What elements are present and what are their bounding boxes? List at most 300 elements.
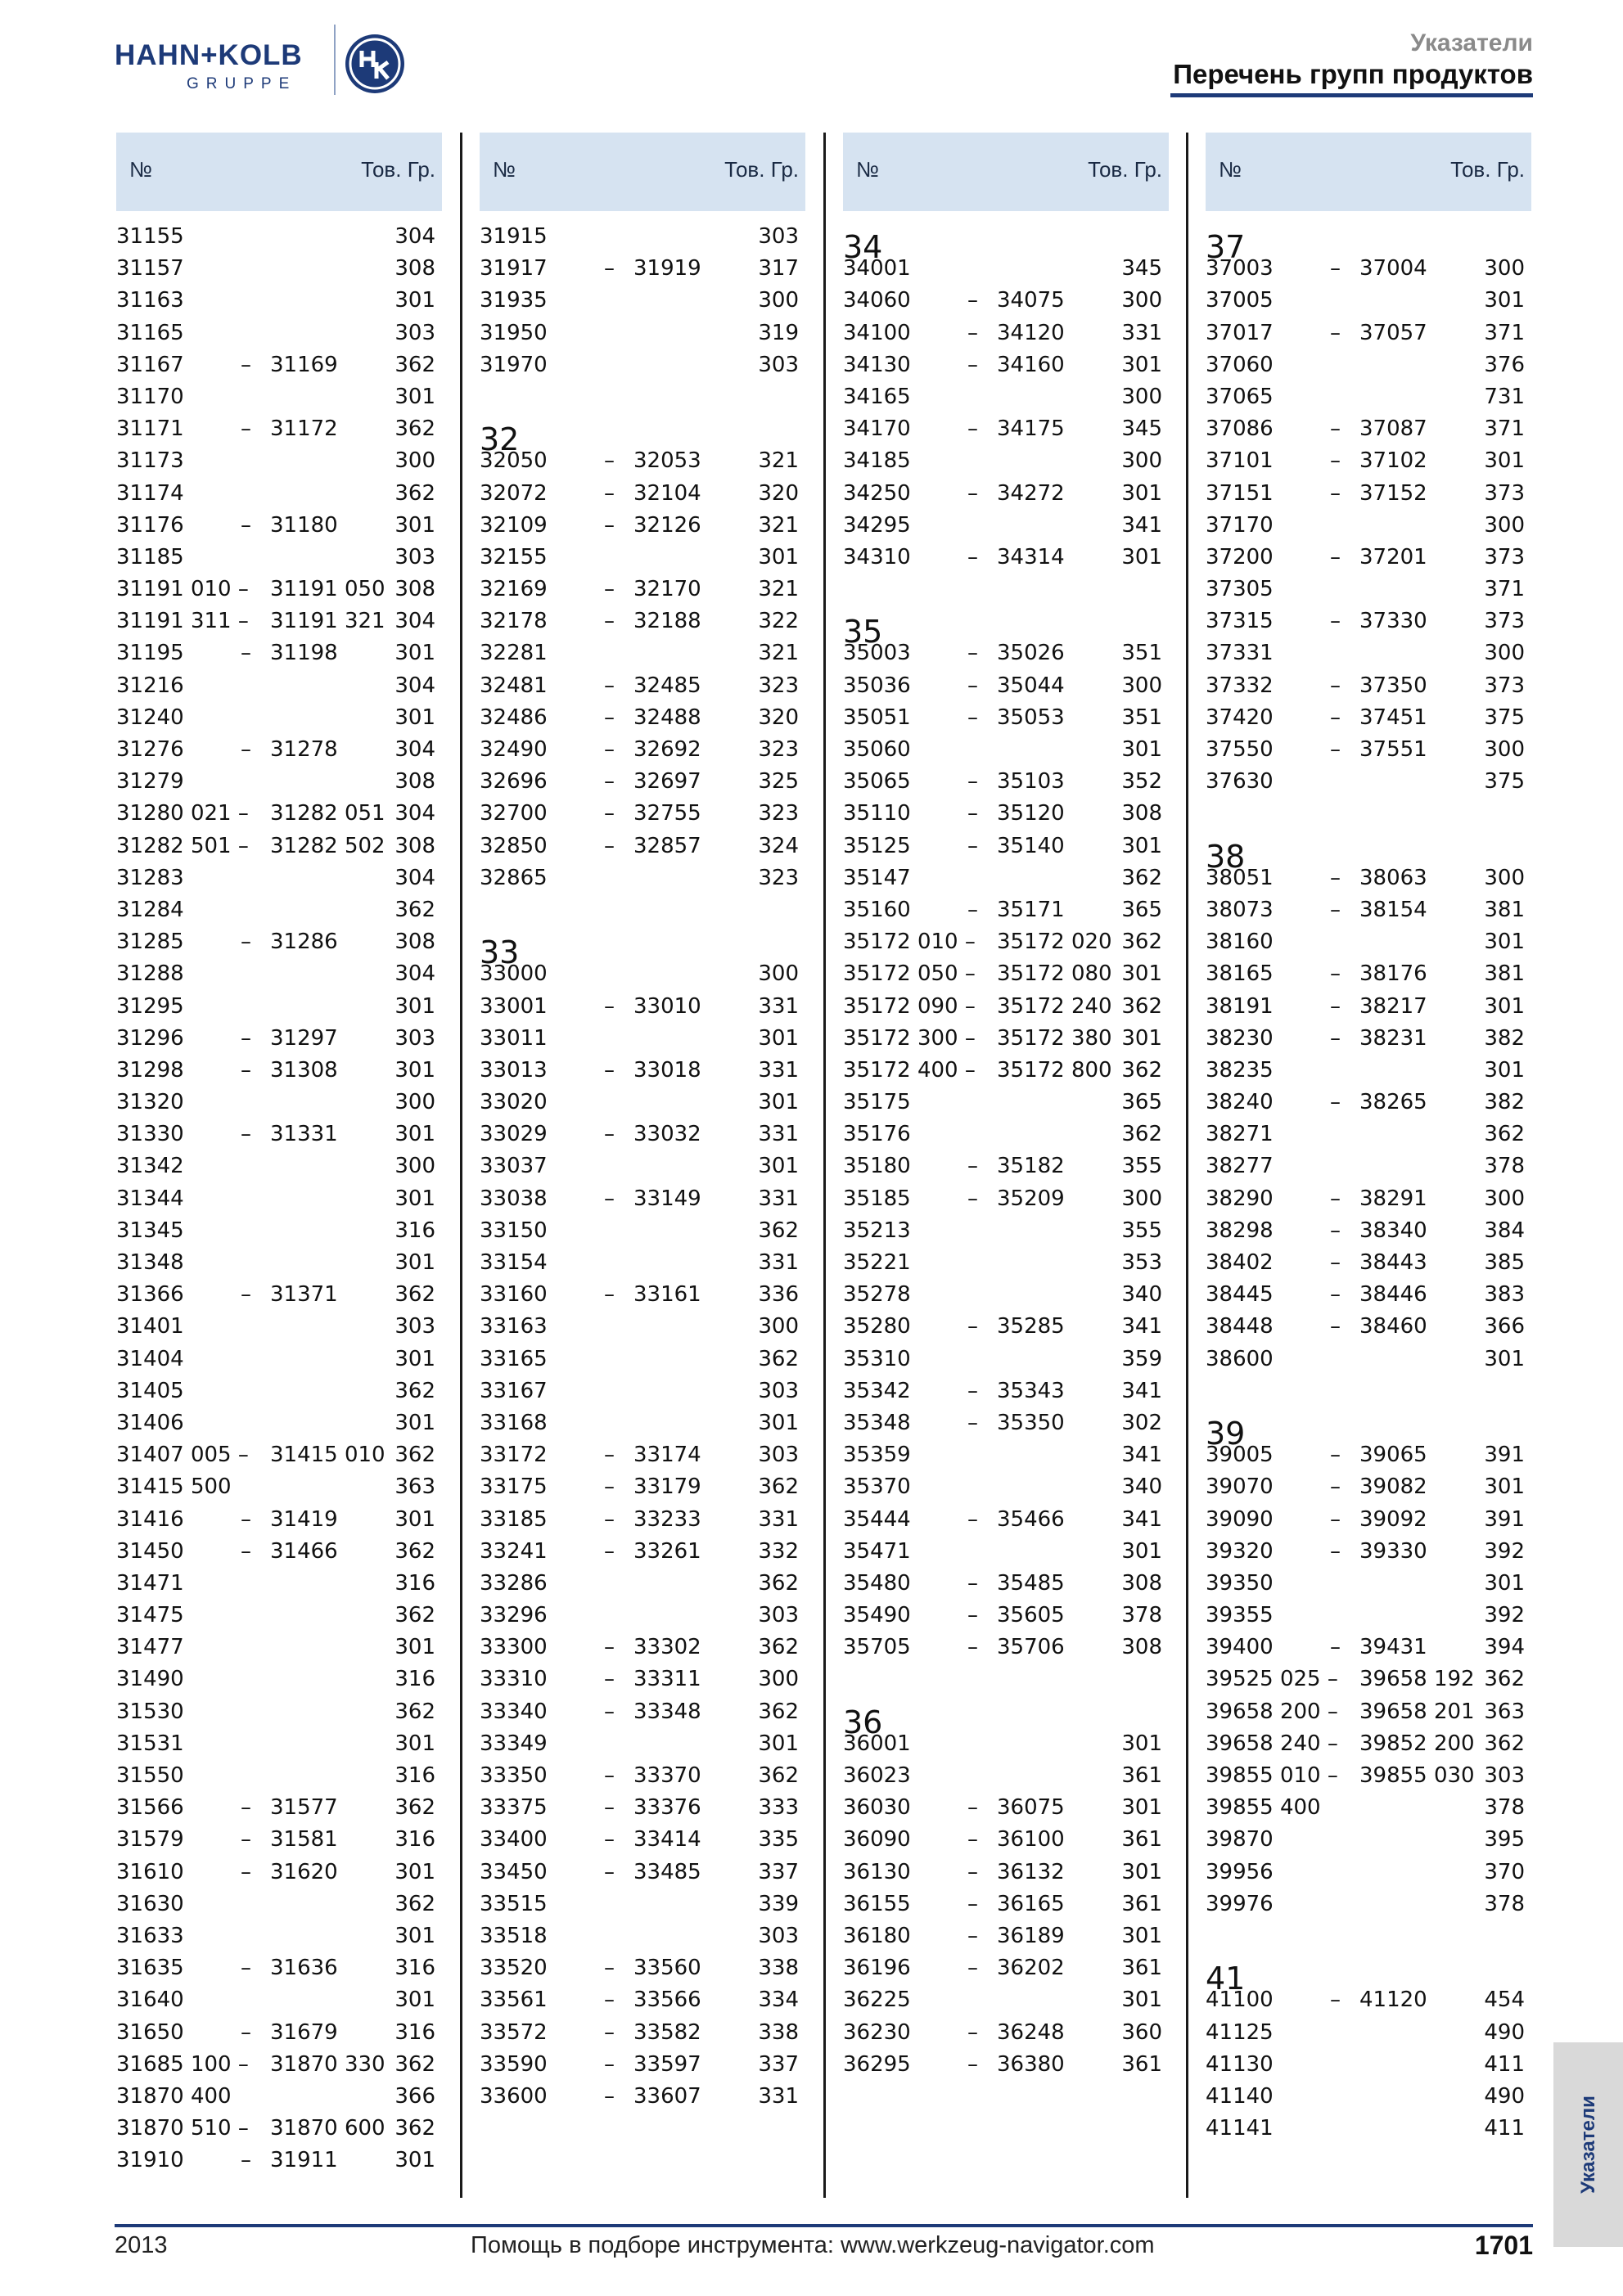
range-dash: – (1330, 1443, 1341, 1468)
index-row (843, 1087, 1169, 1119)
index-row (116, 542, 442, 574)
index-row (1206, 1119, 1531, 1150)
index-row (1206, 734, 1531, 766)
column-header (116, 133, 442, 211)
section-heading (1206, 831, 1531, 875)
product-group: 301 (758, 1154, 799, 1179)
index-row (116, 381, 442, 413)
index-row (480, 1696, 805, 1728)
product-group: 301 (1484, 288, 1525, 313)
article-number-from: 33561 (480, 1988, 548, 2013)
range-dash: – (241, 352, 251, 377)
product-group: 331 (758, 993, 799, 1019)
article-number-from: 36155 (843, 1891, 911, 1916)
article-number-to: 37057 (1359, 320, 1427, 345)
index-row (480, 1344, 805, 1375)
range-dash: – (1330, 961, 1341, 987)
range-dash: – (604, 1122, 615, 1147)
product-group: 304 (394, 673, 435, 698)
index-row (1206, 1247, 1531, 1279)
index-row (1206, 1889, 1531, 1920)
product-group: 362 (1484, 1731, 1525, 1756)
product-group: 301 (1484, 1570, 1525, 1596)
product-group: 300 (394, 1154, 435, 1179)
product-group: 373 (1484, 544, 1525, 569)
range-dash: – (967, 416, 978, 442)
index-column-1 (116, 133, 442, 2177)
index-row (843, 413, 1169, 445)
article-number-from: 35060 (843, 737, 911, 762)
index-row (480, 1568, 805, 1600)
product-group: 375 (1484, 705, 1525, 730)
article-number-from: 31531 (116, 1731, 184, 1756)
index-row (843, 1471, 1169, 1503)
product-group: 301 (394, 512, 435, 538)
range-dash: – (967, 2051, 978, 2077)
article-number-from: 35213 (843, 1218, 911, 1243)
article-number-to: 32053 (633, 448, 701, 474)
product-group: 340 (1121, 1474, 1162, 1500)
range-dash: – (967, 480, 978, 506)
product-group: 322 (758, 609, 799, 634)
product-group: 301 (394, 1410, 435, 1435)
index-column-3 (843, 133, 1169, 2081)
range-dash: – (967, 320, 978, 345)
range-dash: – (604, 1795, 615, 1821)
article-number-from: 33518 (480, 1923, 548, 1948)
index-row (843, 253, 1169, 285)
product-group: 361 (1121, 2051, 1162, 2077)
article-number-from: 31330 (116, 1122, 184, 1147)
article-number-to: 33607 (633, 2083, 701, 2109)
product-group: 301 (1121, 1795, 1162, 1821)
article-number-from: 31870 510 – (116, 2116, 249, 2141)
article-number-from: 31935 (480, 288, 548, 313)
product-group: 304 (394, 961, 435, 987)
index-row (116, 1536, 442, 1568)
index-row (480, 766, 805, 798)
article-number-from: 35444 (843, 1506, 911, 1532)
index-row (843, 1536, 1169, 1568)
product-group: 341 (1121, 512, 1162, 538)
product-group: 362 (1121, 865, 1162, 890)
index-row (116, 1215, 442, 1247)
column-header (480, 133, 805, 211)
article-number-to: 33566 (633, 1988, 701, 2013)
range-dash: – (1330, 1988, 1341, 2013)
range-dash: – (967, 897, 978, 922)
page-title: Указатели (1410, 29, 1533, 56)
product-group: 365 (1121, 1090, 1162, 1115)
range-dash: – (1330, 1314, 1341, 1339)
column-header-number: № (856, 157, 879, 182)
article-number-from: 38191 (1206, 993, 1274, 1019)
index-row (843, 1824, 1169, 1856)
product-group: 363 (1484, 1699, 1525, 1724)
product-group: 331 (758, 1250, 799, 1275)
index-row (116, 2145, 442, 2177)
article-number-from: 31910 (116, 2148, 184, 2173)
index-row (480, 1536, 805, 1568)
article-number-from: 33375 (480, 1795, 548, 1821)
product-group: 300 (758, 1314, 799, 1339)
index-row (843, 478, 1169, 510)
product-group: 362 (394, 2116, 435, 2141)
article-number-from: 33349 (480, 1731, 548, 1756)
product-group: 304 (394, 801, 435, 826)
article-number-from: 34295 (843, 512, 911, 538)
article-number-from: 37101 (1206, 448, 1274, 474)
article-number-from: 35147 (843, 865, 911, 890)
range-dash: – (604, 1282, 615, 1308)
section-number: 41 (1206, 1961, 1246, 1997)
index-row (116, 1663, 442, 1695)
article-number-from: 32109 (480, 512, 548, 538)
product-group: 395 (1484, 1827, 1525, 1853)
article-number-from: 32486 (480, 705, 548, 730)
column-header-number: № (129, 157, 152, 182)
article-number-from: 35110 (843, 801, 911, 826)
index-row (1206, 1696, 1531, 1728)
index-row (116, 1407, 442, 1439)
article-number-from: 35172 050 – (843, 961, 976, 987)
article-number-to: 39431 (1359, 1635, 1427, 1660)
range-dash: – (604, 1443, 615, 1468)
product-group: 391 (1484, 1443, 1525, 1468)
range-dash: – (967, 1603, 978, 1628)
column-header-group: Тов. Гр. (1450, 157, 1525, 182)
article-number-from: 36225 (843, 1988, 911, 2013)
product-group: 301 (394, 384, 435, 409)
range-dash: – (604, 1057, 615, 1083)
product-group: 304 (394, 865, 435, 890)
product-group: 370 (1484, 1859, 1525, 1884)
row-spacer (1206, 1375, 1531, 1407)
product-group: 300 (1484, 737, 1525, 762)
range-dash: – (604, 1667, 615, 1692)
product-group: 301 (394, 993, 435, 1019)
article-number-to: 35140 (997, 833, 1065, 858)
article-number-to: 34160 (997, 352, 1065, 377)
index-row (480, 349, 805, 381)
article-number-from: 31342 (116, 1154, 184, 1179)
range-dash: – (241, 1827, 251, 1853)
section-number: 32 (480, 421, 520, 458)
range-dash: – (604, 801, 615, 826)
product-group: 301 (394, 2148, 435, 2173)
article-number-to: 35120 (997, 801, 1065, 826)
article-number-from: 35172 010 – (843, 930, 976, 955)
article-number-from: 31288 (116, 961, 184, 987)
article-number-to: 35172 240 (997, 993, 1112, 1019)
product-group: 378 (1484, 1795, 1525, 1821)
index-row (480, 1824, 805, 1856)
article-number-from: 35125 (843, 833, 911, 858)
index-row (843, 1504, 1169, 1536)
product-group: 300 (1121, 673, 1162, 698)
article-number-from: 31165 (116, 320, 184, 345)
article-number-from: 38160 (1206, 930, 1274, 955)
article-number-to: 31191 050 (270, 577, 385, 602)
index-row (843, 894, 1169, 926)
product-group: 381 (1484, 897, 1525, 922)
index-row (116, 253, 442, 285)
index-rows (116, 221, 442, 2177)
article-number-from: 35172 090 – (843, 993, 976, 1019)
product-group: 319 (758, 320, 799, 345)
product-group: 301 (758, 1025, 799, 1051)
product-group: 301 (758, 1731, 799, 1756)
range-dash: – (604, 1859, 615, 1884)
article-number-to: 33414 (633, 1827, 701, 1853)
article-number-from: 35480 (843, 1570, 911, 1596)
article-number-from: 35280 (843, 1314, 911, 1339)
index-row (480, 958, 805, 990)
product-group: 301 (394, 705, 435, 730)
article-number-from: 31407 005 – (116, 1443, 249, 1468)
article-number-to: 39855 030 (1359, 1763, 1475, 1788)
article-number-from: 32169 (480, 577, 548, 602)
index-row (843, 958, 1169, 990)
product-group: 300 (1484, 1186, 1525, 1211)
product-group: 362 (758, 1635, 799, 1660)
article-number-to: 35171 (997, 897, 1065, 922)
product-group: 303 (758, 1443, 799, 1468)
index-row (480, 831, 805, 862)
index-row (480, 253, 805, 285)
article-number-from: 33001 (480, 993, 548, 1019)
article-number-to: 35706 (997, 1635, 1065, 1660)
article-number-from: 32700 (480, 801, 548, 826)
product-group: 301 (394, 1731, 435, 1756)
article-number-to: 37087 (1359, 416, 1427, 442)
index-row (843, 637, 1169, 669)
range-dash: – (604, 1635, 615, 1660)
article-number-from: 31176 (116, 512, 184, 538)
range-dash: – (1330, 416, 1341, 442)
range-dash: – (1330, 673, 1341, 698)
product-group: 301 (758, 1410, 799, 1435)
product-group: 323 (758, 801, 799, 826)
index-row (116, 670, 442, 702)
article-number-from: 35172 400 – (843, 1057, 976, 1083)
article-number-to: 39852 200 (1359, 1731, 1475, 1756)
range-dash: – (967, 1635, 978, 1660)
index-row (116, 349, 442, 381)
index-row (480, 1439, 805, 1471)
article-number-to: 32188 (633, 609, 701, 634)
index-row (116, 1792, 442, 1824)
column-divider (1186, 133, 1188, 2198)
article-number-from: 33000 (480, 961, 548, 987)
index-row (116, 1055, 442, 1087)
row-spacer (480, 894, 805, 926)
index-row (116, 702, 442, 734)
index-row (480, 1600, 805, 1632)
index-row (1206, 1471, 1531, 1503)
range-dash: – (967, 705, 978, 730)
article-number-from: 38271 (1206, 1122, 1274, 1147)
product-group: 361 (1121, 1763, 1162, 1788)
article-number-to: 35172 020 (997, 930, 1112, 955)
article-number-to: 33560 (633, 1956, 701, 1981)
index-row (116, 1344, 442, 1375)
article-number-to: 38231 (1359, 1025, 1427, 1051)
article-number-from: 35003 (843, 641, 911, 666)
article-number-to: 36075 (997, 1795, 1065, 1821)
product-group: 339 (758, 1891, 799, 1916)
article-number-from: 38402 (1206, 1250, 1274, 1275)
row-spacer (843, 574, 1169, 606)
product-group: 301 (394, 288, 435, 313)
article-number-from: 37331 (1206, 641, 1274, 666)
article-number-to: 33261 (633, 1538, 701, 1564)
index-row (1206, 1344, 1531, 1375)
index-row (1206, 2049, 1531, 2081)
article-number-from: 39658 240 – (1206, 1731, 1338, 1756)
product-group: 362 (394, 416, 435, 442)
article-number-to: 31278 (270, 737, 338, 762)
index-row (480, 510, 805, 542)
index-row (1206, 1663, 1531, 1695)
range-dash: – (967, 801, 978, 826)
product-group: 301 (394, 641, 435, 666)
index-row (480, 991, 805, 1023)
article-number-to: 31297 (270, 1025, 338, 1051)
product-group: 391 (1484, 1506, 1525, 1532)
article-number-from: 38235 (1206, 1057, 1274, 1083)
article-number-to: 36248 (997, 2019, 1065, 2045)
article-number-to: 31198 (270, 641, 338, 666)
index-row (1206, 445, 1531, 477)
column-header (1206, 133, 1531, 211)
product-group: 308 (394, 769, 435, 795)
article-number-to: 33179 (633, 1474, 701, 1500)
article-number-to: 37004 (1359, 256, 1427, 281)
index-row (1206, 1504, 1531, 1536)
article-number-from: 33163 (480, 1314, 548, 1339)
index-row (843, 670, 1169, 702)
article-number-from: 31917 (480, 256, 548, 281)
index-row (1206, 1984, 1531, 2016)
range-dash: – (1330, 480, 1341, 506)
index-row (843, 1760, 1169, 1792)
range-dash: – (604, 1956, 615, 1981)
article-number-from: 31171 (116, 416, 184, 442)
article-number-to: 38217 (1359, 993, 1427, 1019)
range-dash: – (1330, 993, 1341, 1019)
product-group: 335 (758, 1827, 799, 1853)
index-row (480, 1375, 805, 1407)
article-number-to: 31282 051 (270, 801, 385, 826)
article-number-from: 31191 311 – (116, 609, 249, 634)
article-number-from: 39976 (1206, 1891, 1274, 1916)
article-number-to: 31620 (270, 1859, 338, 1884)
section-heading (843, 221, 1169, 265)
range-dash: – (241, 930, 251, 955)
index-row (1206, 478, 1531, 510)
article-number-from: 31450 (116, 1538, 184, 1564)
article-number-from: 33020 (480, 1090, 548, 1115)
article-number-to: 31577 (270, 1795, 338, 1821)
product-group: 373 (1484, 480, 1525, 506)
product-group: 304 (394, 224, 435, 249)
article-number-to: 35343 (997, 1378, 1065, 1403)
product-group: 362 (394, 2051, 435, 2077)
article-number-from: 37005 (1206, 288, 1274, 313)
column-header-group: Тов. Гр. (1088, 157, 1162, 182)
article-number-from: 31415 500 (116, 1474, 232, 1500)
range-dash: – (604, 1186, 615, 1211)
product-group: 301 (1121, 1859, 1162, 1884)
range-dash: – (241, 1795, 251, 1821)
product-group: 360 (1121, 2019, 1162, 2045)
range-dash: – (1330, 1538, 1341, 1564)
range-dash: – (1330, 1635, 1341, 1660)
product-group: 304 (394, 609, 435, 634)
index-row (843, 1344, 1169, 1375)
article-number-from: 39070 (1206, 1474, 1274, 1500)
article-number-from: 38277 (1206, 1154, 1274, 1179)
product-group: 316 (394, 1667, 435, 1692)
article-number-from: 37332 (1206, 673, 1274, 698)
article-number-from: 37315 (1206, 609, 1274, 634)
article-number-from: 31490 (116, 1667, 184, 1692)
product-group: 337 (758, 2051, 799, 2077)
index-row (1206, 2017, 1531, 2049)
article-number-to: 38340 (1359, 1218, 1427, 1243)
product-group: 362 (394, 1538, 435, 1564)
article-number-from: 36023 (843, 1763, 911, 1788)
article-number-from: 31295 (116, 993, 184, 1019)
article-number-to: 37201 (1359, 544, 1427, 569)
article-number-from: 31157 (116, 256, 184, 281)
range-dash: – (604, 256, 615, 281)
index-row (1206, 542, 1531, 574)
index-row (116, 221, 442, 253)
range-dash: – (967, 1186, 978, 1211)
article-number-to: 37330 (1359, 609, 1427, 634)
index-row (116, 317, 442, 349)
index-row (843, 317, 1169, 349)
article-number-from: 32050 (480, 448, 548, 474)
article-number-from: 31185 (116, 544, 184, 569)
range-dash: – (604, 512, 615, 538)
index-row (116, 1889, 442, 1920)
index-row (480, 1504, 805, 1536)
product-group: 411 (1484, 2116, 1525, 2141)
product-group: 381 (1484, 961, 1525, 987)
index-row (843, 1952, 1169, 1984)
product-group: 355 (1121, 1218, 1162, 1243)
product-group: 378 (1484, 1154, 1525, 1179)
product-group: 301 (1121, 1025, 1162, 1051)
product-group: 362 (1484, 1667, 1525, 1692)
product-group: 303 (394, 1025, 435, 1051)
range-dash: – (967, 1795, 978, 1821)
index-row (480, 445, 805, 477)
article-number-from: 41125 (1206, 2019, 1274, 2045)
article-number-from: 37170 (1206, 512, 1274, 538)
article-number-from: 35370 (843, 1474, 911, 1500)
article-number-from: 33350 (480, 1763, 548, 1788)
range-dash: – (967, 1891, 978, 1916)
index-row (480, 798, 805, 830)
article-number-from: 31635 (116, 1956, 184, 1981)
product-group: 325 (758, 769, 799, 795)
article-number-from: 31344 (116, 1186, 184, 1211)
product-group: 362 (394, 897, 435, 922)
